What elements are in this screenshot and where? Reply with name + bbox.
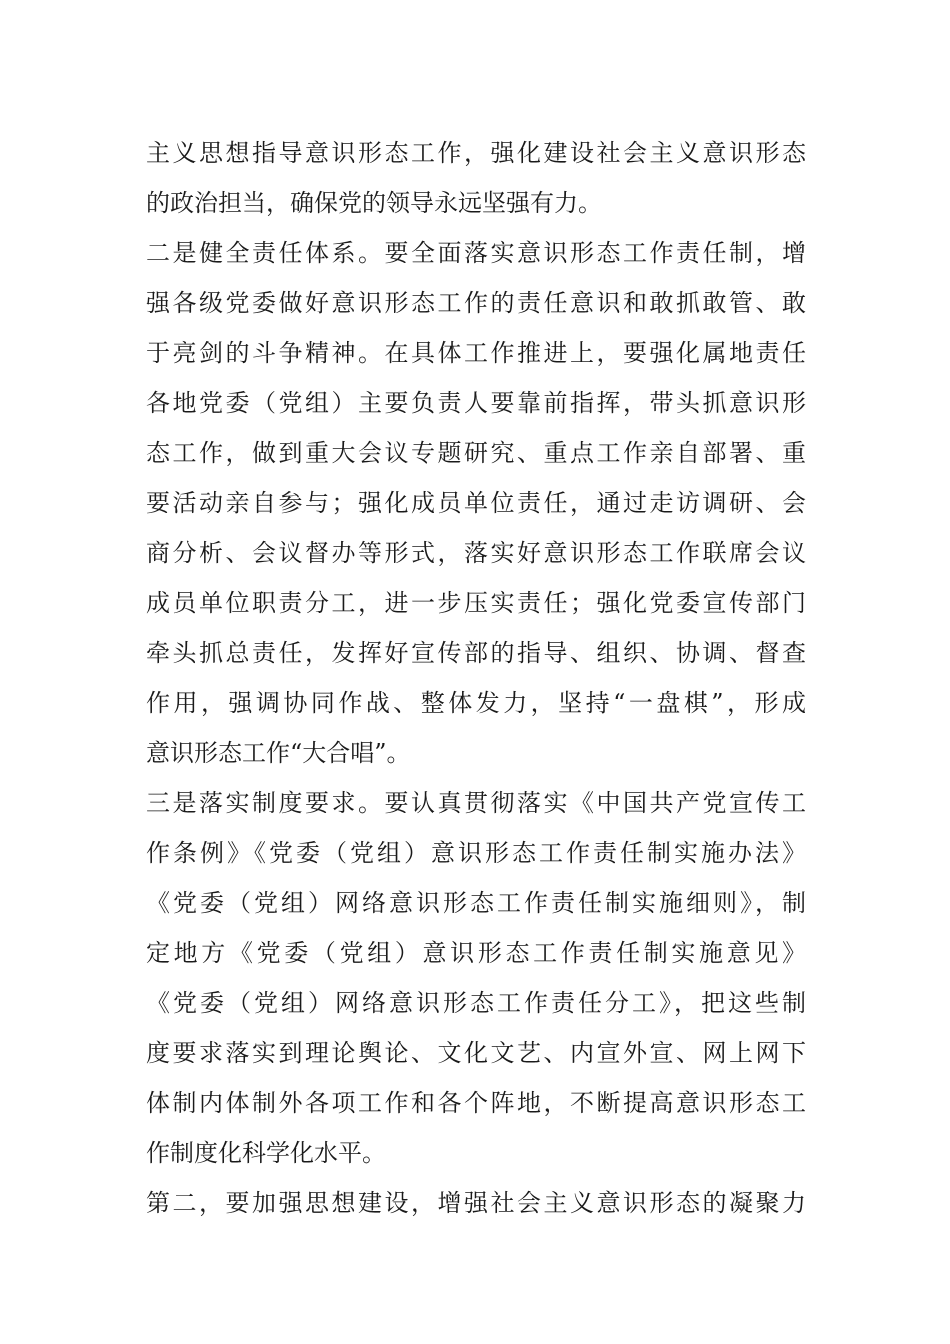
text-line: 态工作，做到重大会议专题研究、重点工作亲自部署、重 bbox=[146, 439, 806, 467]
text-line: 作制度化科学化水平。 bbox=[146, 1139, 386, 1167]
text-line: 二是健全责任体系。要全面落实意识形态工作责任制，增 bbox=[146, 239, 806, 267]
text-line: 各地党委（党组）主要负责人要靠前指挥，带头抓意识形 bbox=[146, 389, 806, 417]
text-line: 定地方《党委（党组）意识形态工作责任制实施意见》 bbox=[146, 939, 806, 967]
text-line: 第二，要加强思想建设，增强社会主义意识形态的凝聚力 bbox=[146, 1189, 806, 1217]
text-line: 的政治担当，确保党的领导永远坚强有力。 bbox=[146, 189, 602, 217]
text-line: 作条例》《党委（党组）意识形态工作责任制实施办法》 bbox=[146, 839, 806, 867]
text-line: 牵头抓总责任，发挥好宣传部的指导、组织、协调、督查 bbox=[146, 639, 806, 667]
text-line: 意识形态工作“大合唱”。 bbox=[146, 739, 411, 767]
text-line: 作用，强调协同作战、整体发力，坚持“一盘棋”，形成 bbox=[146, 689, 806, 717]
body-text bbox=[146, 128, 806, 1228]
text-line: 《党委（党组）网络意识形态工作责任分工》，把这些制 bbox=[146, 989, 806, 1017]
text-line: 商分析、会议督办等形式，落实好意识形态工作联席会议 bbox=[146, 539, 806, 567]
text-line: 主义思想指导意识形态工作，强化建设社会主义意识形态 bbox=[146, 139, 806, 167]
text-line: 于亮剑的斗争精神。在具体工作推进上，要强化属地责任 bbox=[146, 339, 806, 367]
text-line: 成员单位职责分工，进一步压实责任；强化党委宣传部门 bbox=[146, 589, 806, 617]
text-line: 体制内体制外各项工作和各个阵地，不断提高意识形态工 bbox=[146, 1089, 806, 1117]
text-line: 《党委（党组）网络意识形态工作责任制实施细则》，制 bbox=[146, 889, 806, 917]
text-line: 要活动亲自参与；强化成员单位责任，通过走访调研、会 bbox=[146, 489, 806, 517]
text-line: 三是落实制度要求。要认真贯彻落实《中国共产党宣传工 bbox=[146, 789, 806, 817]
text-line: 强各级党委做好意识形态工作的责任意识和敢抓敢管、敢 bbox=[146, 289, 806, 317]
text-line: 度要求落实到理论舆论、文化文艺、内宣外宣、网上网下 bbox=[146, 1039, 806, 1067]
